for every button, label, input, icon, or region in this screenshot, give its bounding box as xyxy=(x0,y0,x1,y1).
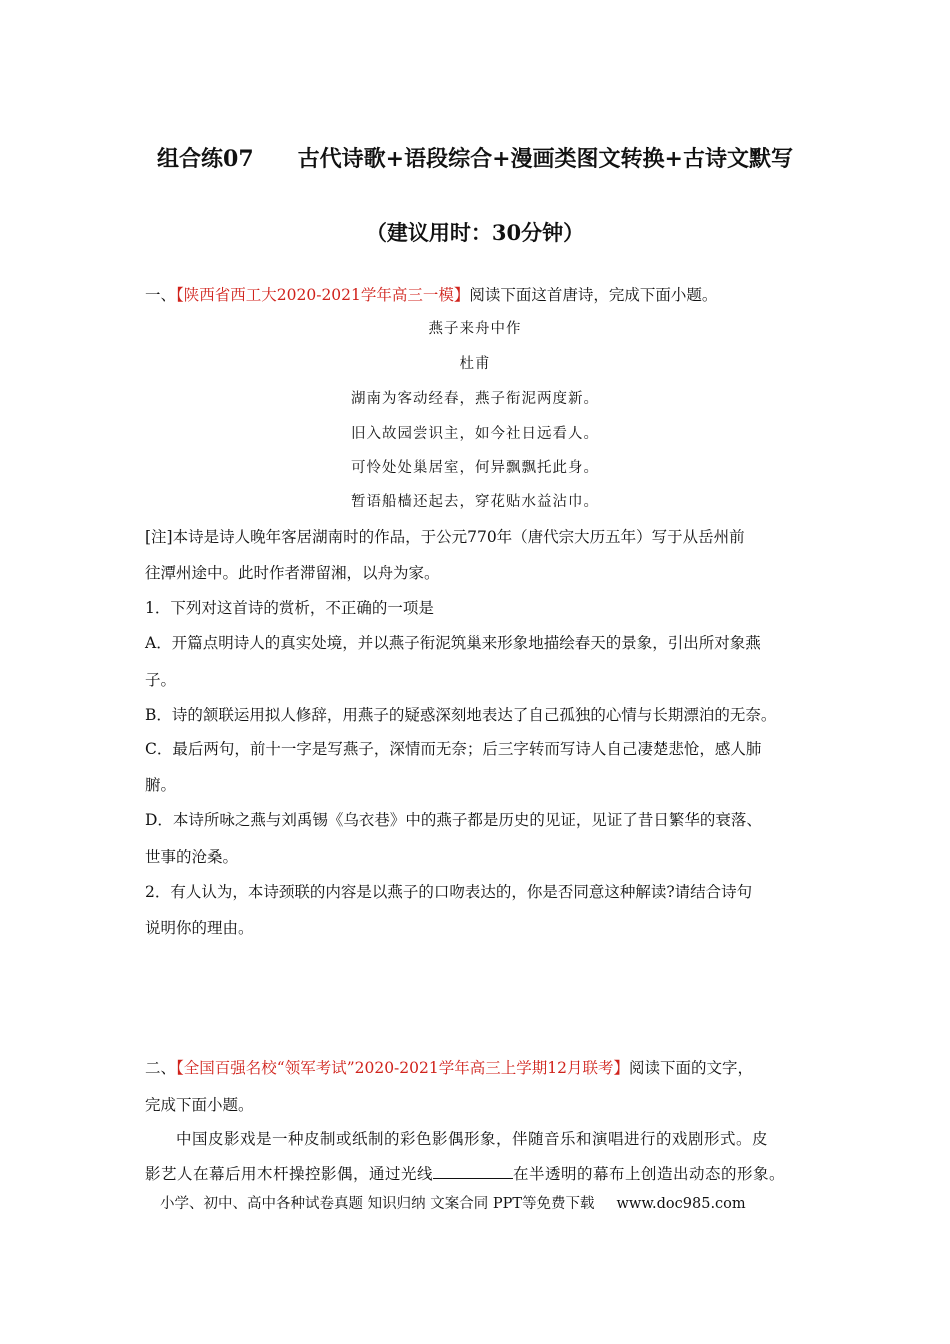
passage-text: 在半透明的幕布上创造出动态的形象。 xyxy=(513,1165,786,1183)
option-c-line: 腑。 xyxy=(145,776,177,794)
section-1-instruction: 阅读下面这首唐诗，完成下面小题。 xyxy=(469,286,718,304)
poem-line: 暂语船樯还起去，穿花贴水益沾巾。 xyxy=(351,494,599,510)
option-d-line: 世事的沧桑。 xyxy=(145,848,239,866)
question-2-line: 说明你的理由。 xyxy=(145,919,254,937)
question-2-line: 2．有人认为，本诗颈联的内容是以燕子的口吻表达的，你是否同意这种解读?请结合诗句 xyxy=(145,883,753,901)
option-d-line: D．本诗所咏之燕与刘禹锡《乌衣巷》中的燕子都是历史的见证，见证了昔日繁华的衰落、 xyxy=(145,811,762,829)
passage-text: 影艺人在幕后用木杆操控影偶，通过光线 xyxy=(145,1165,434,1183)
footer xyxy=(160,1192,860,1213)
section-2-source: 【全国百强名校“领军考试”2020-2021学年高三上学期12月联考】 xyxy=(176,1059,629,1077)
option-a-line: 子。 xyxy=(145,671,177,689)
section-2-number: 二、 xyxy=(145,1059,177,1077)
option-c-line: C．最后两句，前十一字是写燕子，深情而无奈；后三字转而写诗人自己凄楚悲怆，感人肺 xyxy=(145,740,762,758)
poem-note-line: [注]本诗是诗人晚年客居湖南时的作品，于公元770年（唐代宗大历五年）写于从岳州前 xyxy=(145,528,745,546)
section-2-instruction: 阅读下面的文字， xyxy=(628,1059,753,1077)
footer-url[interactable]: www.doc985.com xyxy=(616,1196,746,1212)
option-a-line: A．开篇点明诗人的真实处境，并以燕子衔泥筑巢来形象地描绘春天的景象，引出所对象燕 xyxy=(145,634,761,652)
poem-line: 可怜处处巢居室，何异飘飘托此身。 xyxy=(351,460,599,476)
suggested-time: （建议用时：30分钟） xyxy=(365,220,585,245)
section-2-header xyxy=(145,1058,815,1078)
poem-note-line: 往潭州途中。此时作者滞留湘，以舟为家。 xyxy=(145,564,440,582)
question-1-stem: 1．下列对这首诗的赏析，不正确的一项是 xyxy=(145,599,434,617)
section-2-instruction-cont: 完成下面小题。 xyxy=(145,1096,254,1114)
page-title: 组合练07 古代诗歌+语段综合+漫画类图文转换+古诗文默写 xyxy=(157,146,793,172)
passage-line: 中国皮影戏是一种皮制或纸制的彩色影偶形象，伴随音乐和演唱进行的戏剧形式。皮 xyxy=(176,1130,769,1148)
poem-title: 燕子来舟中作 xyxy=(428,321,522,337)
poem-line: 旧入故园尝识主，如今社日远看人。 xyxy=(351,426,599,442)
poem-author: 杜甫 xyxy=(459,356,491,372)
option-b-line: B．诗的颔联运用拟人修辞，用燕子的疑惑深刻地表达了自己孤独的心情与长期漂泊的无奈。 xyxy=(145,706,777,724)
section-1-source: 【陕西省西工大2020-2021学年高三一模】 xyxy=(176,286,470,304)
footer-text: 小学、初中、高中各种试卷真题 知识归纳 文案合同 PPT等免费下载 xyxy=(160,1196,595,1212)
poem-line: 湖南为客动经春，燕子衔泥两度新。 xyxy=(351,391,599,407)
fill-in-blank[interactable] xyxy=(433,1164,513,1179)
section-1-header xyxy=(145,285,815,305)
section-1-number: 一、 xyxy=(145,286,177,304)
passage-line xyxy=(145,1164,815,1184)
